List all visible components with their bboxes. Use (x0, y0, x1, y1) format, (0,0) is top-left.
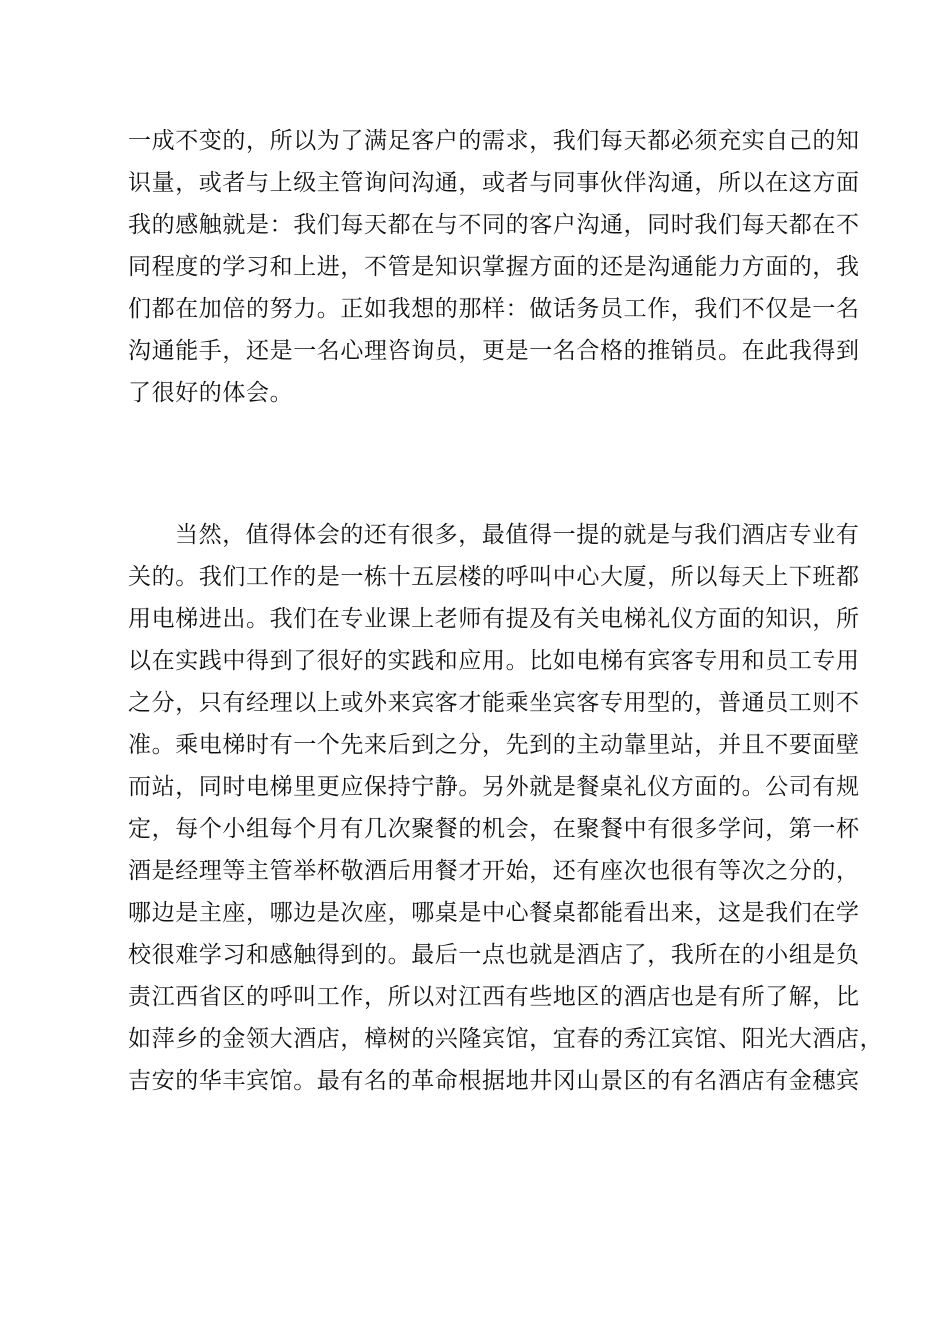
text-line (128, 1105, 828, 1141)
text-line: 了很好的体会。 (128, 380, 294, 406)
text-line: 校很难学习和感触得到的。最后一点也就是酒店了，我所在的小组是负 (128, 942, 860, 968)
text-line: 哪边是主座，哪边是次座，哪桌是中心餐桌都能看出来，这是我们在学 (128, 900, 860, 926)
text-line: 如萍乡的金领大酒店，樟树的兴隆宾馆，宜春的秀江宾馆、阳光大酒店， (128, 1026, 884, 1052)
text-line: 吉安的华丰宾馆。最有名的革命根据地井冈山景区的有名酒店有金穗宾 (128, 1068, 860, 1094)
text-line: 们都在加倍的努力。正如我想的那样：做话务员工作，我们不仅是一名 (128, 296, 860, 322)
text-line: 以在实践中得到了很好的实践和应用。比如电梯有宾客专用和员工专用 (128, 648, 860, 674)
text-line (128, 1147, 828, 1183)
text-line: 酒是经理等主管举杯敬酒后用餐才开始，还有座次也很有等次之分的， (128, 858, 860, 884)
text-line (128, 1189, 828, 1225)
text-line: 我的感触就是：我们每天都在与不同的客户沟通，同时我们每天都在不 (128, 212, 860, 238)
text-line: 而站，同时电梯里更应保持宁静。另外就是餐桌礼仪方面的。公司有规 (128, 774, 860, 800)
text-line: 当然，值得体会的还有很多，最值得一提的就是与我们酒店专业有 (175, 522, 860, 548)
text-line: 用电梯进出。我们在专业课上老师有提及有关电梯礼仪方面的知识，所 (128, 606, 860, 632)
text-line: 一成不变的，所以为了满足客户的需求，我们每天都必须充实自己的知 (128, 128, 860, 154)
text-line: 同程度的学习和上进，不管是知识掌握方面的还是沟通能力方面的，我 (128, 254, 860, 280)
text-line: 关的。我们工作的是一栋十五层楼的呼叫中心大厦，所以每天上下班都 (128, 564, 860, 590)
text-line: 之分，只有经理以上或外来宾客才能乘坐宾客专用型的，普通员工则不 (128, 690, 860, 716)
text-line: 定，每个小组每个月有几次聚餐的机会，在聚餐中有很多学问，第一杯 (128, 816, 860, 842)
text-line: 识量，或者与上级主管询问沟通，或者与同事伙伴沟通，所以在这方面 (128, 170, 860, 196)
text-line: 责江西省区的呼叫工作，所以对江西有些地区的酒店也是有所了解，比 (128, 984, 860, 1010)
text-line: 准。乘电梯时有一个先来后到之分，先到的主动靠里站，并且不要面壁 (128, 732, 860, 758)
text-line: 沟通能手，还是一名心理咨询员，更是一名合格的推销员。在此我得到 (128, 338, 860, 364)
